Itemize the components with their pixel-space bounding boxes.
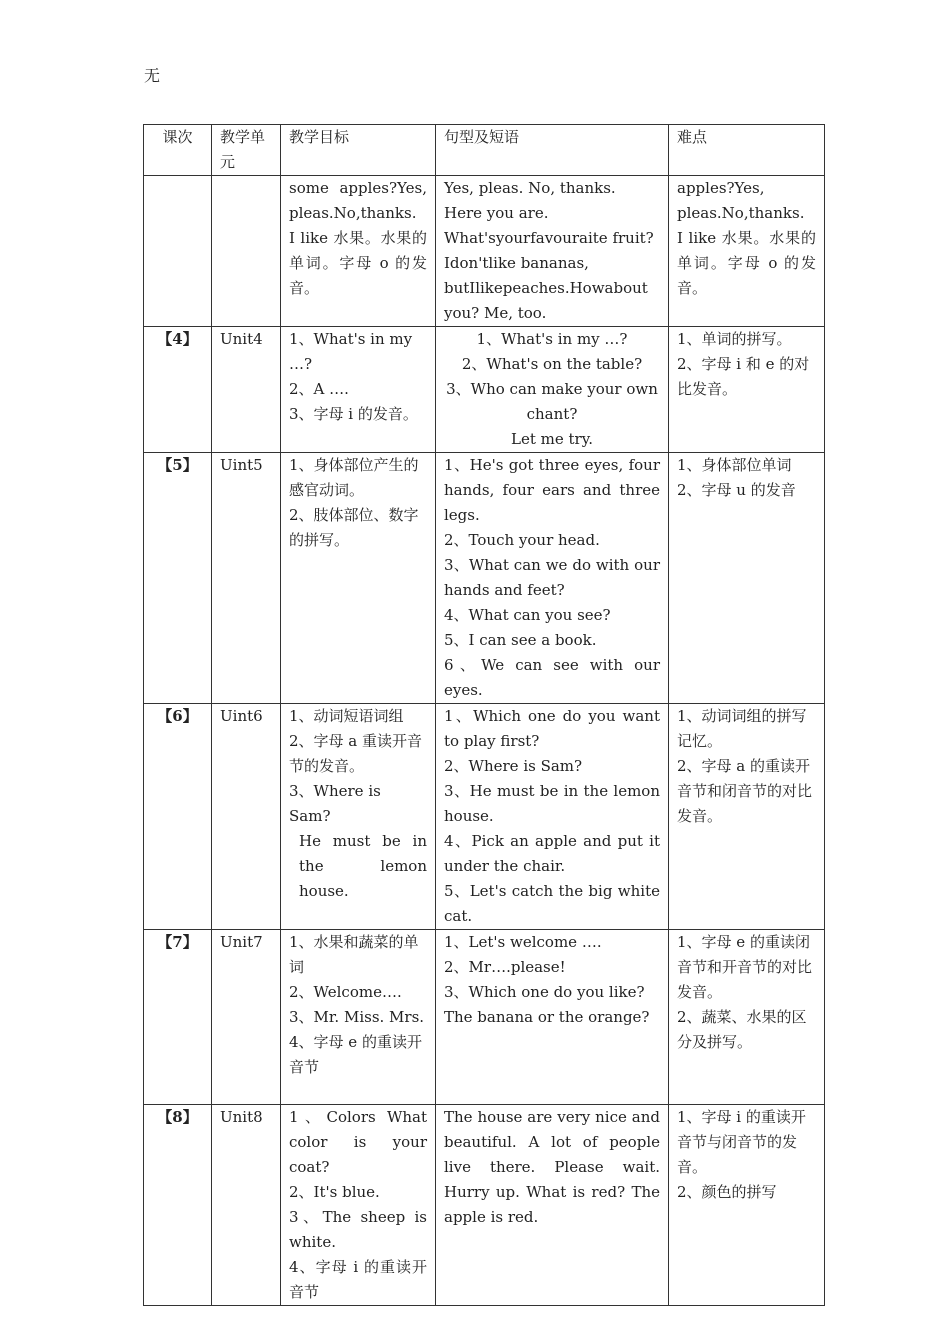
difficulty-line: 2、字母 u 的发音: [677, 481, 796, 499]
sentence-line: 1、What's in my …?: [476, 330, 628, 348]
lesson-cell: 【4】: [144, 327, 212, 453]
difficulty-line: apples?Yes,: [677, 179, 765, 197]
goals-cell: [281, 453, 436, 704]
sentences-cell: [436, 327, 669, 453]
sentence-line: 1、He's got three eyes, four hands, four ears and three legs.: [444, 456, 660, 524]
lesson-cell: 【5】: [144, 453, 212, 704]
sentence-line: 3、Who can make your own chant?: [446, 380, 658, 423]
sentence-line: 2、Touch your head.: [444, 531, 600, 549]
unit-cell: [212, 176, 281, 327]
difficulty-line: 2、字母 a 的重读开音节和闭音节的对比发音。: [677, 757, 813, 825]
sentence-line: 5、I can see a book.: [444, 631, 597, 649]
table-row: [144, 327, 825, 453]
goal-line: 2、肢体部位、数字的拼写。: [289, 506, 419, 549]
sentence-line: Here you are.: [444, 204, 549, 222]
table-row: [144, 930, 825, 1105]
unit-cell: Unit7: [212, 930, 281, 1105]
goal-line: 3、Where is Sam?: [289, 782, 381, 825]
header-unit: 教学单元: [212, 125, 281, 176]
goal-line: 1、身体部位产生的感官动词。: [289, 456, 419, 499]
goal-line: 2、字母 a 重读开音节的发音。: [289, 732, 423, 775]
difficulty-line: 1、单词的拼写。: [677, 330, 792, 348]
sentence-line: 1、Which one do you want to play first?: [444, 707, 660, 750]
sentence-line: 3、Which one do you like?The banana or the orange?: [444, 983, 650, 1026]
difficulty-line: 2、字母 i 和 e 的对比发音。: [677, 355, 810, 398]
lesson-cell: 【6】: [144, 704, 212, 930]
difficulty-line: 1、动词词组的拼写记忆。: [677, 707, 807, 750]
goal-line: 4、字母 i 的重读开音节: [289, 1258, 427, 1301]
difficulty-cell: [669, 930, 825, 1105]
goal-line: 4、字母 e 的重读开音节: [289, 1033, 422, 1076]
sentence-line: butIlikepeaches.Howabout: [444, 279, 648, 297]
unit-cell: Uint5: [212, 453, 281, 704]
sentence-line: 4、Pick an apple and put it under the chair.: [444, 832, 660, 875]
sentence-line: 3、What can we do with our hands and feet?: [444, 556, 660, 599]
goal-line: 3、字母 i 的发音。: [289, 405, 418, 423]
lesson-plan-table: [143, 124, 825, 1306]
sentence-line: The house are very nice and beautiful. A lot of people live there. Please wait. Hurry up. What is red? The apple is red.: [444, 1108, 660, 1226]
lesson-cell: [144, 176, 212, 327]
goals-cell: [281, 327, 436, 453]
header-lesson: 课次: [144, 125, 212, 176]
sentence-line: 5、Let's catch the big white cat.: [444, 882, 660, 925]
goal-line: 2、A ….: [289, 380, 349, 398]
goal-line: I like 水果。水果的单词。字母 o 的发音。: [289, 229, 427, 297]
goal-line: 3、The sheep is white.: [289, 1208, 427, 1251]
sentence-line: 2、What's on the table?: [461, 355, 643, 373]
difficulty-cell: [669, 453, 825, 704]
sentences-cell: [436, 1105, 669, 1306]
sentence-line: 3、He must be in the lemon house.: [444, 782, 660, 825]
sentence-line: Idon'tlike bananas,: [444, 254, 589, 272]
sentence-line: 2、Mr….please!: [444, 958, 566, 976]
sentences-cell: [436, 704, 669, 930]
goal-line: 2、Welcome….: [289, 983, 402, 1001]
goal-line: 1、What's in my …?: [289, 330, 413, 373]
goal-line: 1、动词短语词组: [289, 707, 404, 725]
goal-line: some apples?Yes, pleas.No,thanks.: [289, 179, 427, 222]
table-header-row: [144, 125, 825, 176]
difficulty-line: 2、蔬菜、水果的区分及拼写。: [677, 1008, 807, 1051]
table-row: [144, 704, 825, 930]
goals-cell: [281, 176, 436, 327]
goals-cell: [281, 704, 436, 930]
sentence-line: 2、Where is Sam?: [444, 757, 583, 775]
goal-line: He must be in the lemon house.: [299, 832, 427, 900]
sentence-line: 1、Let's welcome ….: [444, 933, 602, 951]
goal-line: 1、Colors What color is your coat?: [289, 1108, 427, 1176]
table-row: [144, 1105, 825, 1306]
difficulty-line: pleas.No,thanks.: [677, 204, 805, 222]
difficulty-line: 1、字母 e 的重读闭音节和开音节的对比发音。: [677, 933, 813, 1001]
difficulty-line: 1、身体部位单词: [677, 456, 792, 474]
difficulty-line: 2、颜色的拼写: [677, 1183, 777, 1201]
difficulty-cell: [669, 176, 825, 327]
goals-cell: [281, 930, 436, 1105]
sentence-line: you? Me, too.: [444, 304, 547, 322]
header-difficulty: 难点: [669, 125, 825, 176]
sentences-cell: [436, 453, 669, 704]
header-goals: 教学目标: [281, 125, 436, 176]
sentence-line: What'syourfavouraite fruit?: [444, 229, 654, 247]
unit-cell: Uint6: [212, 704, 281, 930]
header-sentences: 句型及短语: [436, 125, 669, 176]
goals-cell: [281, 1105, 436, 1306]
difficulty-cell: [669, 327, 825, 453]
unit-cell: Unit4: [212, 327, 281, 453]
sentence-line: 4、What can you see?: [444, 606, 611, 624]
difficulty-line: 1、字母 i 的重读开音节与闭音节的发音。: [677, 1108, 806, 1176]
sentence-line: Let me try.: [511, 430, 593, 448]
unit-cell: Unit8: [212, 1105, 281, 1306]
sentences-cell: [436, 930, 669, 1105]
difficulty-line: I like 水果。水果的单词。字母 o 的发音。: [677, 229, 816, 297]
table-row: [144, 176, 825, 327]
difficulty-cell: [669, 1105, 825, 1306]
sentences-cell: [436, 176, 669, 327]
sentence-line: 6、We can see with our eyes.: [444, 656, 660, 699]
goal-line: 3、Mr. Miss. Mrs.: [289, 1008, 425, 1026]
table-row: [144, 453, 825, 704]
lesson-cell: 【8】: [144, 1105, 212, 1306]
page-note: 无: [144, 66, 161, 85]
sentence-line: Yes, pleas. No, thanks.: [444, 179, 616, 197]
goal-line: 1、水果和蔬菜的单词: [289, 933, 419, 976]
goal-line: 2、It's blue.: [289, 1183, 380, 1201]
lesson-cell: 【7】: [144, 930, 212, 1105]
difficulty-cell: [669, 704, 825, 930]
